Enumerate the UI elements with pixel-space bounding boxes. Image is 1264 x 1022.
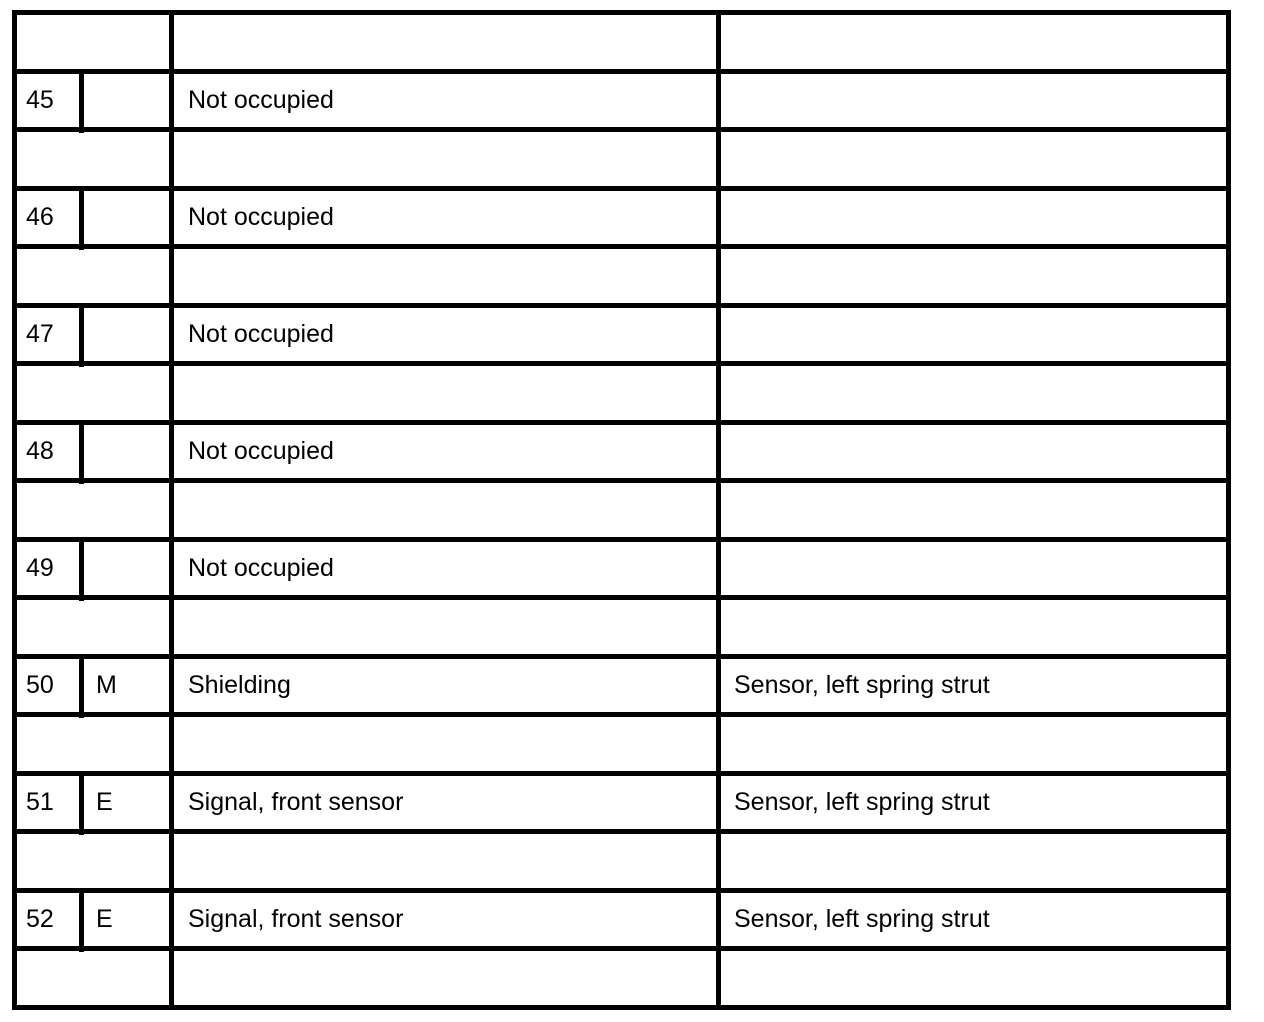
row-divider [12, 420, 1231, 425]
column-divider [1226, 244, 1231, 308]
column-divider [12, 244, 17, 308]
pin-number-cell: 48 [26, 437, 54, 465]
pin-number-cell: 45 [26, 86, 54, 114]
row-divider [12, 946, 1231, 951]
column-divider [79, 771, 84, 835]
pin-number-cell: 50 [26, 671, 54, 699]
column-divider [716, 888, 721, 952]
column-divider [169, 888, 174, 952]
column-divider [169, 420, 174, 484]
column-divider [1226, 946, 1231, 1010]
row-divider [12, 595, 1231, 600]
column-divider [169, 10, 174, 74]
column-divider [716, 361, 721, 425]
column-divider [1226, 186, 1231, 250]
row-divider [12, 127, 1231, 132]
column-divider [1226, 303, 1231, 367]
pin-number-cell: 49 [26, 554, 54, 582]
pin-type-cell: E [96, 788, 113, 816]
row-divider [12, 478, 1231, 483]
column-divider [716, 595, 721, 659]
column-divider [169, 186, 174, 250]
component-cell: Sensor, left spring strut [734, 788, 990, 816]
column-divider [1226, 537, 1231, 601]
column-divider [12, 712, 17, 776]
column-divider [12, 537, 17, 601]
row-divider [12, 771, 1231, 776]
pin-number-cell: 46 [26, 203, 54, 231]
column-divider [12, 888, 17, 952]
column-divider [12, 303, 17, 367]
column-divider [716, 303, 721, 367]
column-divider [1226, 361, 1231, 425]
column-divider [12, 361, 17, 425]
column-divider [716, 244, 721, 308]
column-divider [1226, 888, 1231, 952]
column-divider [1226, 420, 1231, 484]
pin-type-cell: M [96, 671, 117, 699]
column-divider [79, 888, 84, 952]
row-divider [12, 888, 1231, 893]
column-divider [12, 420, 17, 484]
column-divider [716, 69, 721, 133]
pin-number-cell: 47 [26, 320, 54, 348]
row-divider [12, 303, 1231, 308]
column-divider [1226, 10, 1231, 74]
column-divider [12, 771, 17, 835]
pin-number-cell: 51 [26, 788, 54, 816]
column-divider [79, 186, 84, 250]
column-divider [716, 712, 721, 776]
row-divider [12, 1005, 1231, 1010]
row-divider [12, 10, 1231, 15]
row-divider [12, 361, 1231, 366]
column-divider [1226, 712, 1231, 776]
column-divider [1226, 478, 1231, 542]
column-divider [169, 244, 174, 308]
column-divider [1226, 69, 1231, 133]
column-divider [1226, 654, 1231, 718]
column-divider [169, 478, 174, 542]
column-divider [716, 829, 721, 893]
column-divider [169, 361, 174, 425]
column-divider [79, 537, 84, 601]
column-divider [716, 127, 721, 191]
column-divider [12, 946, 17, 1010]
signal-cell: Not occupied [188, 554, 334, 582]
column-divider [79, 69, 84, 133]
column-divider [12, 829, 17, 893]
column-divider [716, 771, 721, 835]
column-divider [169, 537, 174, 601]
signal-cell: Shielding [188, 671, 291, 699]
column-divider [716, 537, 721, 601]
row-divider [12, 244, 1231, 249]
row-divider [12, 654, 1231, 659]
column-divider [12, 69, 17, 133]
component-cell: Sensor, left spring strut [734, 905, 990, 933]
column-divider [716, 10, 721, 74]
column-divider [169, 127, 174, 191]
column-divider [716, 186, 721, 250]
column-divider [12, 595, 17, 659]
column-divider [12, 478, 17, 542]
column-divider [12, 127, 17, 191]
row-divider [12, 537, 1231, 542]
signal-cell: Signal, front sensor [188, 788, 404, 816]
column-divider [716, 420, 721, 484]
column-divider [79, 420, 84, 484]
row-divider [12, 69, 1231, 74]
column-divider [12, 186, 17, 250]
row-divider [12, 829, 1231, 834]
pin-number-cell: 52 [26, 905, 54, 933]
signal-cell: Not occupied [188, 203, 334, 231]
column-divider [716, 946, 721, 1010]
column-divider [169, 595, 174, 659]
column-divider [169, 946, 174, 1010]
row-divider [12, 712, 1231, 717]
column-divider [1226, 595, 1231, 659]
column-divider [169, 69, 174, 133]
column-divider [169, 654, 174, 718]
column-divider [716, 654, 721, 718]
column-divider [79, 654, 84, 718]
column-divider [79, 303, 84, 367]
signal-cell: Not occupied [188, 320, 334, 348]
column-divider [1226, 127, 1231, 191]
signal-cell: Not occupied [188, 86, 334, 114]
row-divider [12, 186, 1231, 191]
column-divider [716, 478, 721, 542]
column-divider [169, 303, 174, 367]
column-divider [169, 712, 174, 776]
column-divider [12, 654, 17, 718]
column-divider [12, 10, 17, 74]
column-divider [169, 771, 174, 835]
signal-cell: Not occupied [188, 437, 334, 465]
column-divider [169, 829, 174, 893]
component-cell: Sensor, left spring strut [734, 671, 990, 699]
column-divider [1226, 829, 1231, 893]
column-divider [1226, 771, 1231, 835]
pin-type-cell: E [96, 905, 113, 933]
signal-cell: Signal, front sensor [188, 905, 404, 933]
